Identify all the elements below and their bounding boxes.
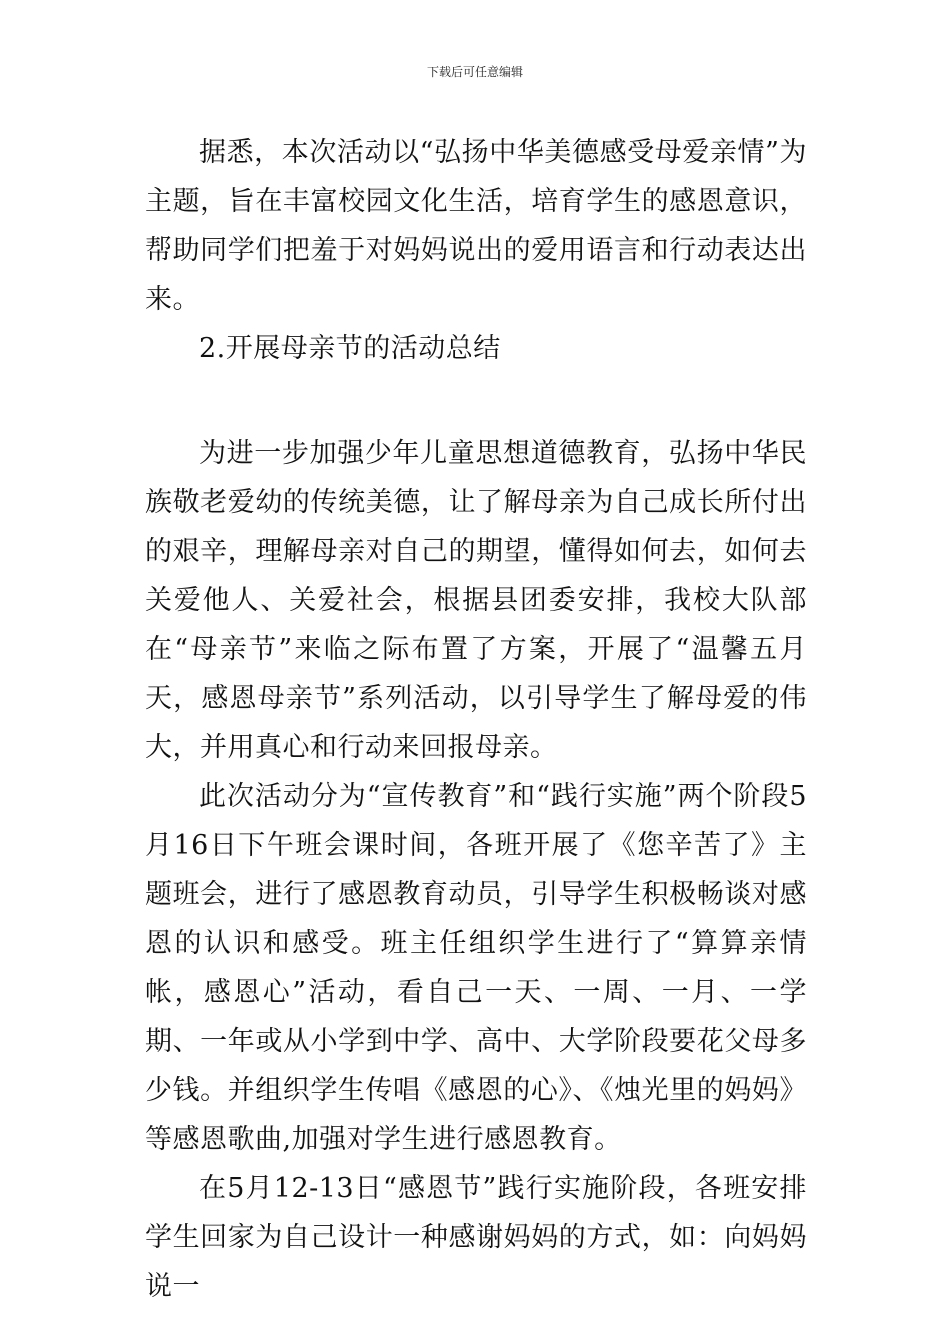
paragraph-purpose: 为进一步加强少年儿童思想道德教育，弘扬中华民族敬老爱幼的传统美德，让了解母亲为自己成长所付出的艰辛，理解母亲对自己的期望，懂得如何去，如何去关爱他人、关爱社会，根据县团委安排，我校大队部在“母亲节”来临之际布置了方案，开展了“温馨五月天，感恩母亲节”系列活动，以引导学生了解母爱的伟大，并用真心和行动来回报母亲。 [145,438,807,763]
document-body [145,128,807,1311]
section-heading: 2.开展母亲节的活动总结 [199,333,501,364]
paragraph-stages: 此次活动分为“宣传教育”和“践行实施”两个阶段5月16日下午班会课时间，各班开展了《您辛苦了》主题班会，进行了感恩教育动员，引导学生积极畅谈对感恩的认识和感受。班主任组织学生进行了“算算亲情帐，感恩心”活动，看自己一天、一周、一月、一学期、一年或从小学到中学、高中、大学阶段要花父母多少钱。并组织学生传唱《感恩的心》、《烛光里的妈妈》等感恩歌曲,加强对学生进行感恩教育。 [145,781,807,1155]
paragraph-theme: 据悉，本次活动以“弘扬中华美德感受母爱亲情”为主题，旨在丰富校园文化生活，培育学生的感恩意识，帮助同学们把羞于对妈妈说出的爱用语言和行动表达出来。 [145,137,807,315]
blank-gap [145,373,807,429]
paragraph-practice: 在5月12-13日“感恩节”践行实施阶段，各班安排学生回家为自己设计一种感谢妈妈的方式，如：向妈妈说一 [145,1173,807,1302]
page-header-note: 下载后可任意编辑 [426,65,523,79]
